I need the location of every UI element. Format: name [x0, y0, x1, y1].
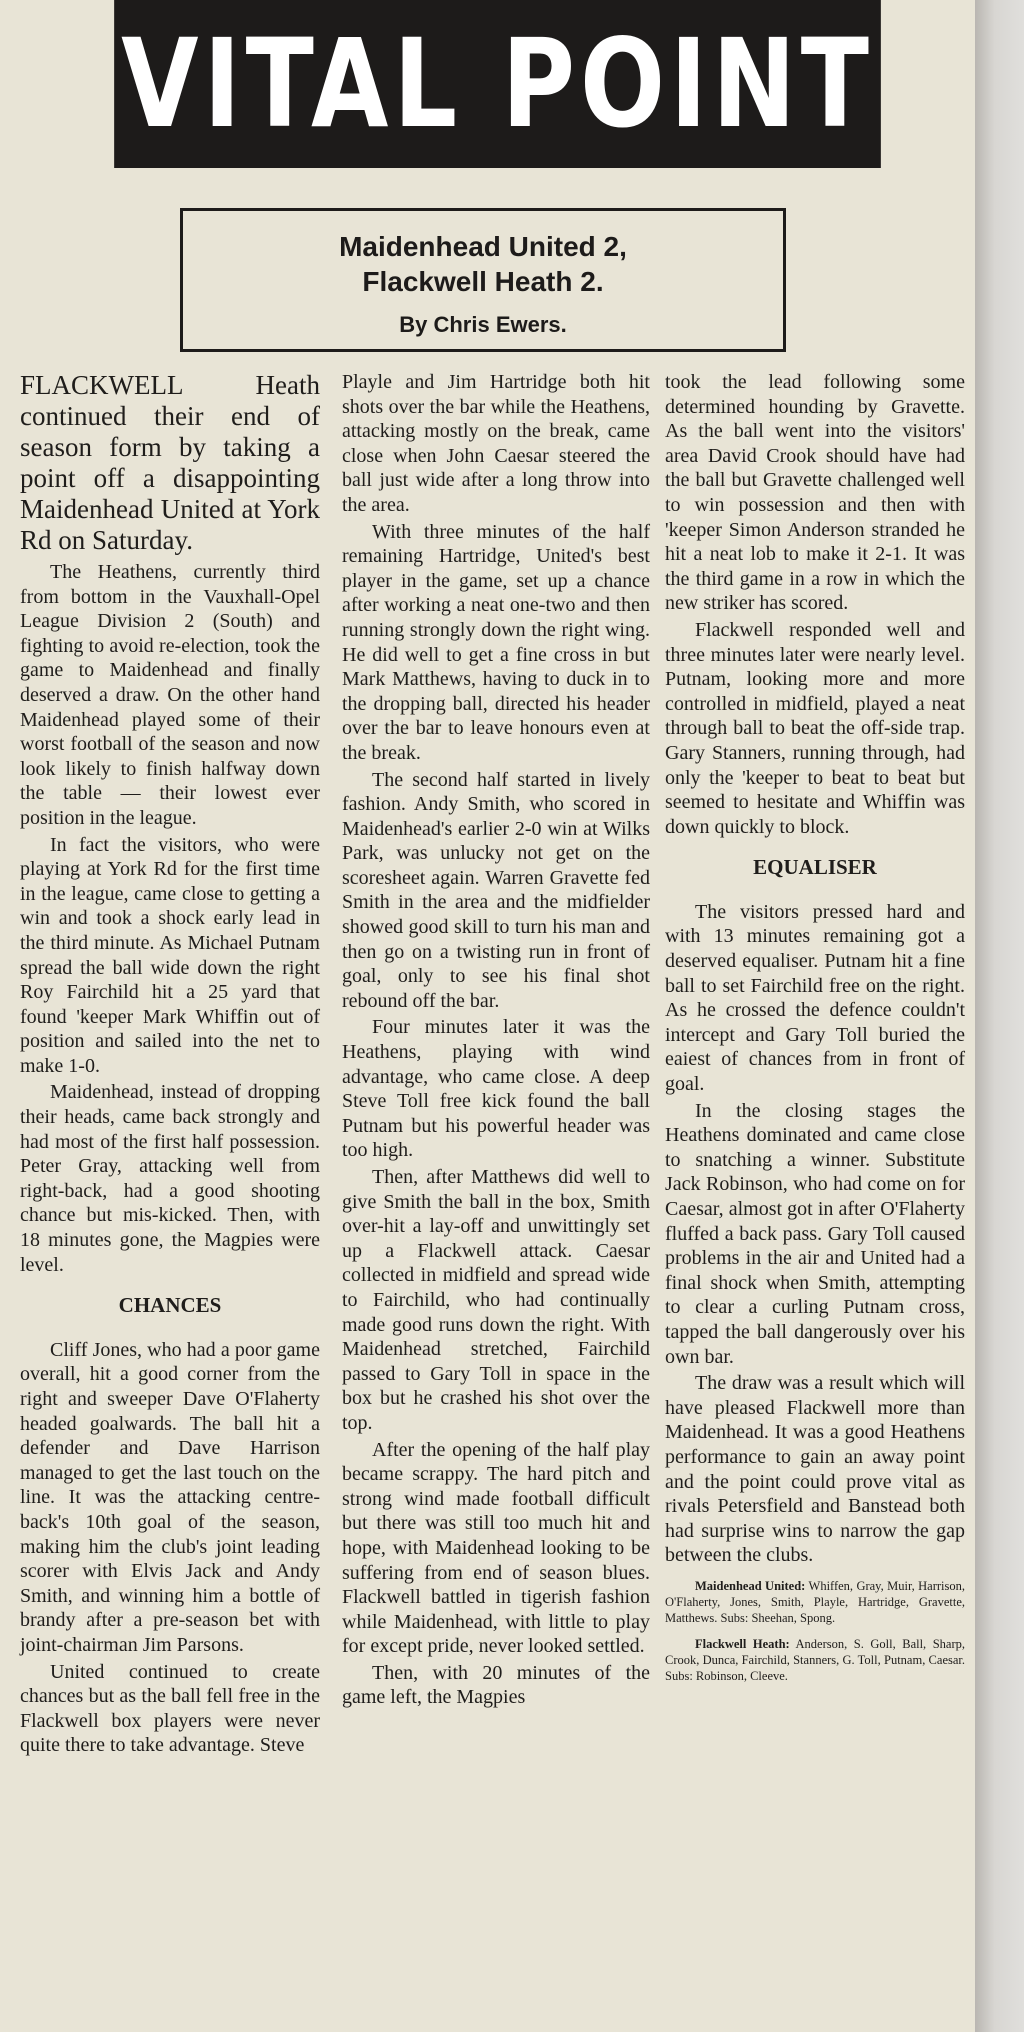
paragraph: Flackwell responded well and three minutes later were nearly level. Putnam, looking more and more controlled in midfield, played a neat through ball to beat the off-side trap. Gary Stanners, running through, had only the 'keeper to beat to beat but seemed to hesitate and Whiffin was down quickly to block.: [665, 618, 965, 838]
team-label: Maidenhead United:: [695, 1578, 806, 1593]
paragraph: The visitors pressed hard and with 13 minutes remaining got a deserved equaliser. Putnam hit a fine ball to set Fairchild free on the right. As he crossed the defence couldn't intercept and Gary Toll buried the eaiest of chances from in front of goal.: [665, 900, 965, 1096]
paragraph: After the opening of the half play became scrappy. The hard pitch and strong wind made football difficult but there was still too much hit and hope, with Maidenhead looking to be suffering from end of season blues. Flackwell battled in tigerish fashion while Maidenhead, with little to play for except pride, never looked settled.: [342, 1438, 650, 1658]
paragraph: Four minutes later it was the Heathens, playing with wind advantage, who came close. A deep Steve Toll free kick found the ball Putnam but his powerful header was too high.: [342, 1016, 650, 1162]
paragraph: With three minutes of the half remaining Hartridge, United's best player in the game, set up a chance after working a neat one-two and then running strongly down the right wing. He did well to get a fine cross in but Mark Matthews, having to duck in to the dropping ball, directed his header over the bar to leave honours even at the break.: [342, 520, 650, 764]
lead-paragraph: FLACKWELL Heath continued their end of season form by taking a point off a disappointing Maidenhead United at York Rd on Saturday.: [20, 370, 320, 555]
article-column-2: [342, 370, 650, 1712]
headline-box: [180, 208, 786, 352]
paragraph: The Heathens, currently third from bottom in the Vauxhall-Opel League Division 2 (South) and fighting to avoid re-election, took the game to Maidenhead and finally deserved a draw. On the other hand Maidenhead played some of their worst football of the season and now look likely to finish halfway down the table — their lowest ever position in the league.: [20, 561, 320, 829]
subhead-equaliser: EQUALISER: [753, 855, 877, 880]
subhead-chances: CHANCES: [118, 1293, 222, 1318]
background-surface: [975, 0, 1024, 2032]
paragraph: United continued to create chances but as the ball fell free in the Flackwell box players were never quite there to take advantage. Steve: [20, 1660, 320, 1757]
team-players: Anderson, S. Goll, Ball, Sharp, Crook, Dunca, Fairchild, Stanners, G. Toll, Putnam, Caesar. Subs: Robinson, Cleeve.: [665, 1636, 965, 1683]
paragraph: Playle and Jim Hartridge both hit shots over the bar while the Heathens, attacking mostly on the break, came close when John Caesar steered the ball just wide after a long throw into the area.: [342, 371, 650, 516]
paragraph: took the lead following some determined hounding by Gravette. As the ball went into the visitors' area David Crook should have had the ball but Gravette challenged well to win possession and then with 'keeper Simon Anderson stranded he hit a neat lob to make it 2-1. It was the third game in a row in which the new striker has scored.: [665, 371, 965, 615]
headline-line-1: Maidenhead United 2,: [339, 231, 627, 262]
paragraph: In the closing stages the Heathens dominated and came close to snatching a winner. Substitute Jack Robinson, who had come on for Caesar, almost got in after O'Flaherty fluffed a back pass. Gary Toll caused problems in the air and United had a final shock when Smith, attempting to clear a curling Putnam cross, tapped the ball dangerously over his own bar.: [665, 1099, 965, 1368]
article-column-3: [665, 370, 965, 1686]
byline: By Chris Ewers.: [399, 312, 567, 337]
team-players: Whiffen, Gray, Muir, Harrison, O'Flaherty, Jones, Smith, Playle, Hartridge, Gravette, Matthews. Subs: Sheehan, Spong.: [665, 1578, 966, 1625]
paragraph: Then, with 20 minutes of the game left, the Magpies: [342, 1661, 650, 1709]
article-column-1: [20, 370, 320, 1760]
team-line-up-flackwell: [665, 1636, 965, 1684]
team-line-up-maidenhead: [665, 1578, 965, 1626]
paragraph: In fact the visitors, who were playing at York Rd for the first time in the league, came close to getting a win and took a shock early lead in the third minute. As Michael Putnam spread the ball wide down the right Roy Fairchild hit a 25 yard that found 'keeper Mark Whiffin out of position and sailed into the net to make 1-0.: [20, 833, 320, 1077]
headline-line-2: Flackwell Heath 2.: [362, 266, 604, 297]
paragraph: The second half started in lively fashion. Andy Smith, who scored in Maidenhead's earlier 2-0 win at Wilks Park, was unlucky not get on the scoresheet again. Warren Gravette fed Smith in the area and the midfielder showed good skill to turn his man and then go on a twisting run in front of goal, only to see his final shot rebound off the bar.: [342, 768, 650, 1012]
paragraph: Cliff Jones, who had a poor game overall, hit a good corner from the right and sweeper Dave O'Flaherty headed goalwards. The ball hit a defender and Dave Harrison managed to get the last touch on the line. It was the attacking centre-back's 10th goal of the season, making him the club's joint leading scorer with Elvis Jack and Andy Smith, and winning him a bottle of brandy after a pre-season bet with joint-chairman Jim Parsons.: [20, 1338, 320, 1656]
paragraph: The draw was a result which will have pleased Flackwell more than Maidenhead. It was a good Heathens performance to gain an away point and the point could prove vital as rivals Petersfield and Banstead both had surprise wins to narrow the gap between the clubs.: [665, 1372, 965, 1567]
team-label: Flackwell Heath:: [695, 1636, 790, 1651]
banner-title: VITAL POINT: [114, 0, 881, 168]
paragraph: Then, after Matthews did well to give Smith the ball in the box, Smith over-hit a lay-off and unwittingly set up a Flackwell attack. Caesar collected in midfield and spread wide to Fairchild, who had continually made good runs down the right. With Maidenhead stretched, Fairchild passed to Gary Toll in space in the box but he crashed his shot over the top.: [342, 1166, 650, 1434]
paragraph: Maidenhead, instead of dropping their heads, came back strongly and had most of the first half possession. Peter Gray, attacking well from right-back, had a good shooting chance but mis-kicked. Then, with 18 minutes gone, the Magpies were level.: [20, 1081, 320, 1276]
